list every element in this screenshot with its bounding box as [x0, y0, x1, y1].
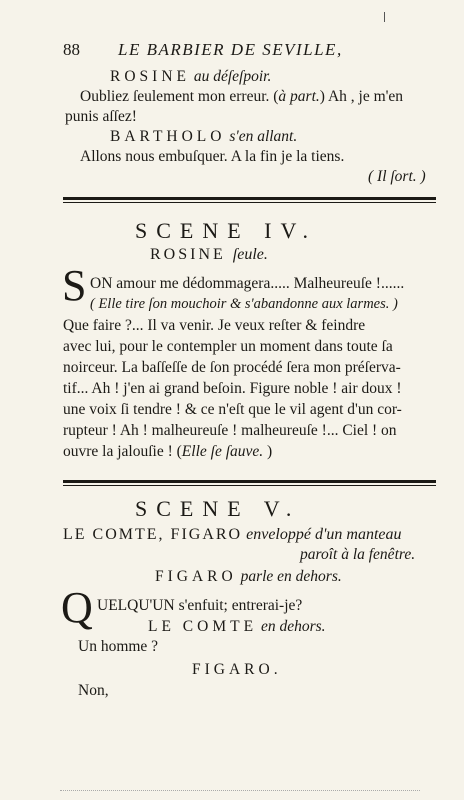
- dialogue-line: punis aſſez!: [65, 108, 137, 125]
- margin-mark: [384, 12, 385, 22]
- speaker-line: [148, 618, 326, 636]
- section-rule: [63, 197, 436, 200]
- monologue-line: avec lui, pour le contempler un moment dans toute ſa: [63, 338, 393, 355]
- dialogue-line: [80, 88, 403, 106]
- dialogue-text: ) Ah , je m'en: [319, 88, 404, 105]
- monologue-line: tif... Ah ! j'en ai grand beſoin. Figure noble ! air doux !: [63, 380, 402, 397]
- dialogue-text: Oubliez ſeulement mon erreur. (: [80, 88, 279, 105]
- speaker-name: BARTHOLO: [110, 128, 226, 145]
- stage-direction: ( Elle tire ſon mouchoir & s'abandonne aux larmes. ): [90, 296, 398, 312]
- stage-direction: Elle ſe ſauve.: [181, 443, 264, 460]
- page-number: 88: [63, 40, 80, 59]
- speaker-line: [150, 246, 268, 264]
- section-rule: [63, 480, 436, 483]
- character-list: [63, 526, 401, 544]
- monologue-line: ON amour me dédommagera..... Malheureuſe !......: [90, 275, 405, 292]
- speaker-name: FIGARO: [155, 568, 237, 585]
- running-title: LE BARBIER DE SEVILLE,: [118, 40, 343, 59]
- speaker-line: [155, 568, 342, 586]
- monologue-line: rupteur ! Ah ! malheureuſe ! malheureuſe !... Ciel ! on: [63, 422, 397, 439]
- page-edge-marks: [60, 790, 420, 791]
- speaker-line: [110, 128, 297, 146]
- monologue-text: ): [263, 443, 273, 460]
- speaker-name: ROSINE: [110, 68, 190, 85]
- monologue-line: noirceur. La baſſeſſe de ſon procédé ſera mon préſerva-: [63, 359, 401, 376]
- scene-heading: SCENE IV.: [135, 218, 318, 243]
- monologue-line: [63, 443, 272, 461]
- stage-direction: au déſeſpoir.: [193, 68, 272, 85]
- speaker-name: ROSINE: [150, 246, 226, 263]
- characters: LE COMTE, FIGARO: [63, 526, 243, 543]
- speaker-name: LE COMTE: [148, 618, 258, 635]
- drop-cap: S: [62, 261, 87, 310]
- dialogue-line: Un homme ?: [78, 638, 159, 655]
- speaker-line: [110, 68, 271, 86]
- stage-direction: parle en dehors.: [240, 568, 342, 585]
- drop-cap: Q: [61, 583, 93, 632]
- scene-heading: SCENE V.: [135, 496, 301, 521]
- exit-direction: ( Il ſort. ): [368, 168, 426, 185]
- monologue-text: ouvre la jalouſie ! (: [63, 443, 182, 460]
- section-rule: [63, 202, 436, 203]
- monologue-line: une voix ſi tendre ! & ce n'eſt que le vil agent d'un cor-: [63, 401, 402, 418]
- aside-direction: à part.: [278, 88, 320, 105]
- stage-direction: ſeule.: [232, 246, 268, 263]
- stage-direction: en dehors.: [260, 618, 326, 635]
- dialogue-line: Non,: [78, 682, 109, 699]
- stage-direction: enveloppé d'un manteau: [246, 526, 402, 543]
- speaker-name: FIGARO.: [192, 661, 282, 678]
- section-rule: [63, 485, 436, 486]
- dialogue-line: Allons nous embuſquer. A la fin je la tiens.: [80, 148, 345, 165]
- stage-direction: paroît à la fenêtre.: [300, 546, 416, 563]
- stage-direction: s'en allant.: [229, 128, 298, 145]
- monologue-line: Que faire ?... Il va venir. Je veux reſter & feindre: [63, 317, 366, 334]
- dialogue-line: UELQU'UN s'enfuit; entrerai-je?: [97, 597, 303, 614]
